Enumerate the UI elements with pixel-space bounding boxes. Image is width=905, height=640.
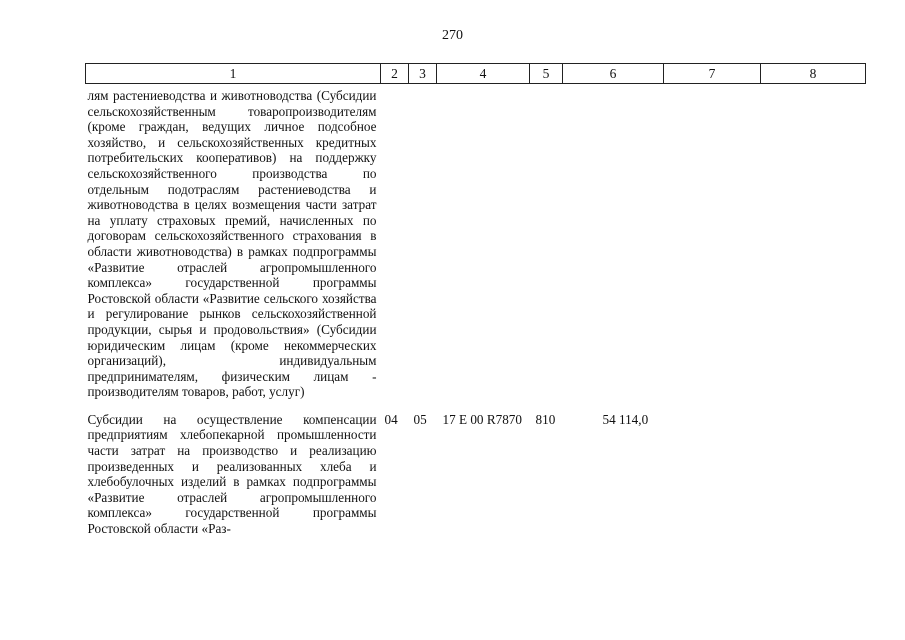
row-section [381,84,409,400]
table-row [86,400,866,537]
page-number: 270 [442,28,463,43]
row-col7 [664,84,761,400]
column-header-8: 8 [761,64,866,84]
row-expense-type: 810 [535,411,556,427]
row-amount: 54 114,0 [602,411,649,427]
row-col7 [664,400,761,537]
row-description: Субсидии на осуществление компенсации предприятиям хлебопекарной промышленности части затрат на производство и реализацию произведенных и реализованных хлеба и хлебобулочных изделий в рамках подпрограммы «Развитие отраслей агропромышленного комплекса» государственной программы Ростовской области «Раз- [87,411,377,537]
column-header-7: 7 [664,64,761,84]
row-target-article: 17 Е 00 R7870 [442,411,522,427]
budget-table [85,63,866,537]
row-col8 [761,400,866,537]
row-section: 04 [384,411,398,427]
column-header-2: 2 [381,64,409,84]
row-subsection: 05 [413,411,427,427]
row-col8 [761,84,866,400]
column-header-4: 4 [437,64,530,84]
row-amount [563,84,664,400]
column-header-1: 1 [86,64,381,84]
column-header-5: 5 [530,64,563,84]
table-row [86,84,866,400]
column-header-3: 3 [409,64,437,84]
table-header-row [86,64,866,84]
row-target-article [437,84,530,400]
row-expense-type [530,84,563,400]
row-description: лям растениеводства и животноводства (Субсидии сельскохозяйственным товаропроизводителям (кроме граждан, ведущих личное подсобное хозяйство, и сельскохозяйственных кредитных потребительских кооперативов) на поддержку сельскохозяйственного производства по отдельным подотраслям растениеводства и животноводства в целях возмещения части затрат на уплату страховых премий, начисленных по договорам сельскохозяйственного страхования в области животноводства) в рамках подпрограммы «Развитие отраслей агропромышленного комплекса» государственной программы Ростовской области «Развитие сельского хозяйства и регулирование рынков сельскохозяйственной продукции, сырья и продовольствия» (Субсидии юридическим лицам (кроме некоммерческих организаций), индивидуальным предпринимателям, физическим лицам - производителям товаров, работ, услуг) [87,88,377,400]
row-subsection [409,84,437,400]
column-header-6: 6 [563,64,664,84]
